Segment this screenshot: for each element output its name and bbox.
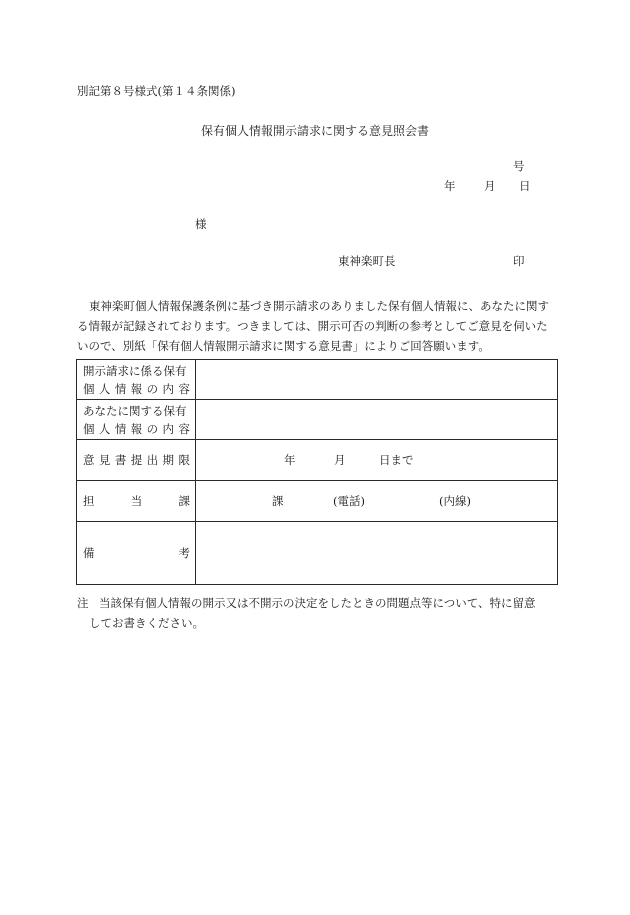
label-char: 報 xyxy=(130,381,143,396)
label-char: の xyxy=(146,381,159,396)
date-year-label: 年 xyxy=(444,179,456,193)
label-char: 課 xyxy=(178,494,190,508)
label-char: 考 xyxy=(178,546,190,560)
footnote-line2: してお書きください。 xyxy=(89,616,204,630)
document-number-label: 号 xyxy=(513,159,525,173)
date-month-label: 月 xyxy=(484,179,496,193)
row-label-deadline xyxy=(77,440,196,481)
footnote-line1: 当該保有個人情報の開示又は不開示の決定をしたときの問題点等について、特に留意 xyxy=(99,596,536,610)
label-char: 提 xyxy=(130,453,143,467)
label-line: 開示請求に係る保有 xyxy=(83,363,187,378)
label-char: 情 xyxy=(114,381,127,396)
body-paragraph xyxy=(77,296,555,356)
label-char: 容 xyxy=(178,421,190,436)
remarks-field[interactable] xyxy=(196,522,558,585)
date-day-label: 日 xyxy=(519,179,531,193)
document-title: 保有個人情報開示請求に関する意見照会書 xyxy=(200,124,429,138)
label-line-justified xyxy=(83,451,190,469)
row-label-your-info xyxy=(77,400,196,440)
label-char: 期 xyxy=(162,453,175,467)
label-char: 担 xyxy=(83,494,95,508)
seal-mark: 印 xyxy=(513,254,525,268)
label-char: 内 xyxy=(162,421,175,436)
deadline-year-label: 年 xyxy=(284,453,296,467)
row-label-requested-info xyxy=(77,360,196,400)
label-char: 出 xyxy=(146,453,159,467)
body-paragraph-text: 東神楽町個人情報保護条例に基づき開示請求のありました保有個人情報に、あなたに関する情報が記録されております。つきましては、開示可否の判断の参考としてご意見を伺いたいので、別紙「保有個人情報開示請求に関する意見書」によりご回答願います。 xyxy=(77,299,549,353)
label-char: 報 xyxy=(130,421,143,436)
deadline-field[interactable] xyxy=(196,440,558,481)
opinion-inquiry-table xyxy=(76,359,558,585)
label-char: 備 xyxy=(83,546,95,560)
department-section-label: 課 xyxy=(272,494,284,508)
row-label-remarks xyxy=(77,522,196,585)
sender-name: 東神楽町長 xyxy=(338,254,396,268)
table-row xyxy=(77,400,558,440)
deadline-month-label: 月 xyxy=(334,453,346,467)
label-char: 人 xyxy=(98,421,111,436)
table-row xyxy=(77,522,558,585)
issue-date xyxy=(444,181,531,193)
label-char: 当 xyxy=(130,494,143,508)
addressee-honorific: 様 xyxy=(195,217,207,231)
label-line: あなたに関する保有 xyxy=(83,403,187,418)
your-info-field[interactable] xyxy=(196,400,558,440)
footnote xyxy=(77,593,557,633)
requested-info-field[interactable] xyxy=(196,360,558,400)
label-line-justified xyxy=(83,420,190,438)
footnote-mark: 注 xyxy=(77,596,89,610)
label-char: 個 xyxy=(83,421,95,436)
label-char: 容 xyxy=(178,381,190,396)
deadline-day-label: 日まで xyxy=(379,453,414,467)
row-label-department xyxy=(77,481,196,522)
label-char: 情 xyxy=(114,421,127,436)
department-field[interactable] xyxy=(196,481,558,522)
label-line-justified xyxy=(83,492,190,510)
table-row xyxy=(77,360,558,400)
label-char: 人 xyxy=(98,381,111,396)
department-extension-label: (内線) xyxy=(439,494,471,508)
label-line-justified xyxy=(83,544,190,562)
label-char: 内 xyxy=(162,381,175,396)
table-row xyxy=(77,481,558,522)
label-char: 限 xyxy=(178,453,190,467)
label-char: 書 xyxy=(114,453,127,467)
label-char: 個 xyxy=(83,381,95,396)
table-row xyxy=(77,440,558,481)
form-number: 別記第８号様式(第１４条関係) xyxy=(77,84,236,98)
footnote-line xyxy=(77,593,557,613)
label-char: 意 xyxy=(83,453,95,467)
label-line-justified xyxy=(83,380,190,398)
department-phone-label: (電話) xyxy=(333,494,365,508)
label-char: の xyxy=(146,421,159,436)
label-char: 見 xyxy=(98,453,111,467)
